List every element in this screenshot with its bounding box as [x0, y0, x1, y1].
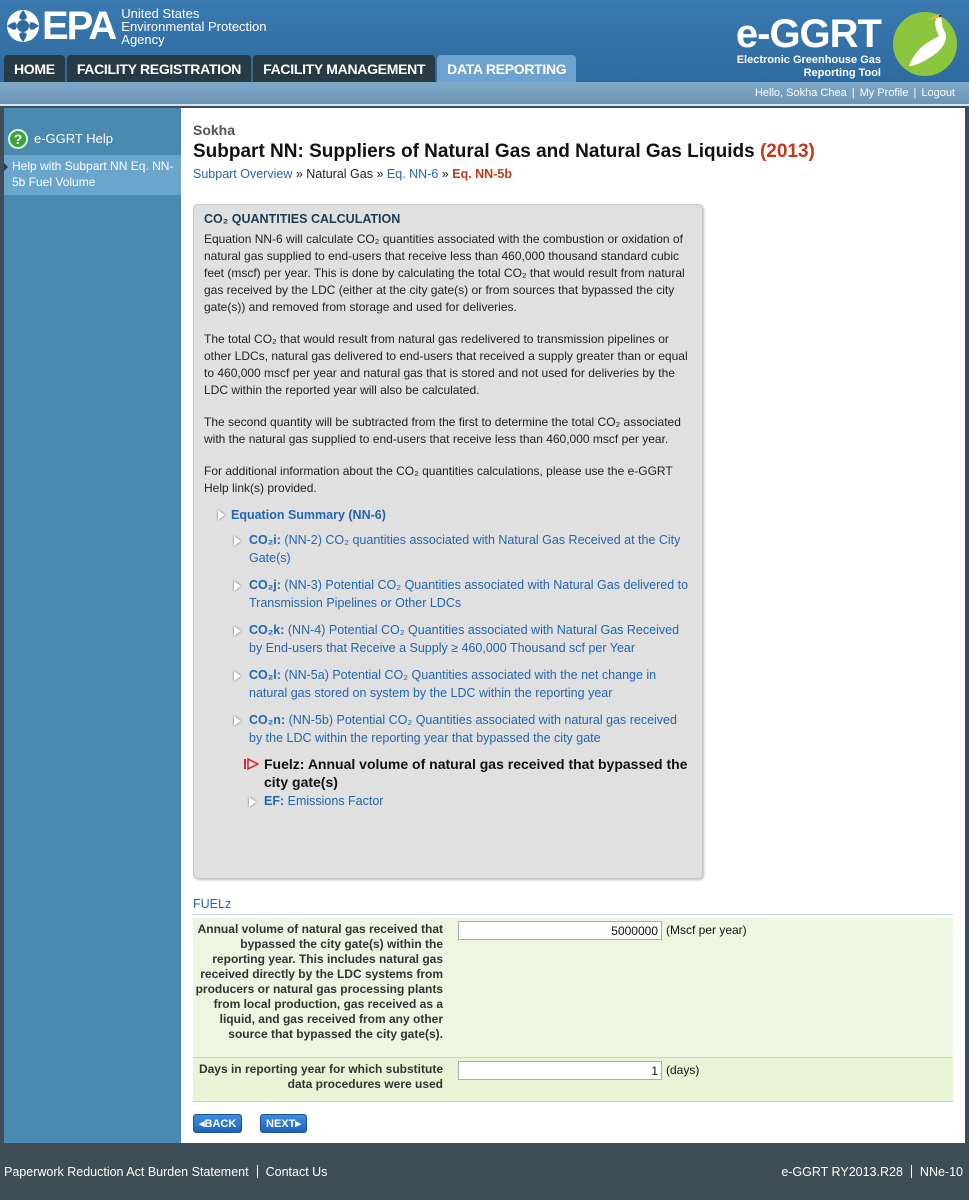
epa-wordmark: EPA: [42, 4, 116, 48]
contact-link[interactable]: Contact Us: [265, 1165, 328, 1179]
footer-divider: [257, 1165, 258, 1178]
eggrt-logo: [723, 4, 963, 80]
info-paragraph: Equation NN-6 will calculate CO₂ quantities associated with the combustion or oxidation of natural gas supplied to end-users that receive less than 460,000 thousand standard cubic feet (mscf) per year. This is done by calculating the total CO₂ that would result from natural gas received by the LDC (either at the city gate(s) or from sources that bypassed the city gate(s)) and removed from storage and used for deliveries.: [204, 232, 685, 314]
triangle-right-icon: [249, 797, 256, 807]
info-paragraph: For additional information about the CO₂ quantities calculations, please use the e-GGRT Help link(s) provided.: [204, 464, 673, 495]
current-arrow-icon: [243, 758, 259, 770]
equation-text: (NN-2) CO₂ quantities associated with Natural Gas Received at the City Gate(s): [249, 533, 681, 565]
info-paragraph: The second quantity will be subtracted from the first to determine the total CO₂ associated with the natural gas supplied to end-users that receive less than 460,000 mscf per year.: [204, 415, 681, 446]
equation-summary-link[interactable]: Equation Summary (NN-6): [231, 508, 386, 522]
help-title: e-GGRT Help: [34, 131, 113, 146]
logout-link[interactable]: Logout: [921, 87, 955, 99]
equation-code: CO₂j:: [249, 578, 281, 592]
equation-code: CO₂n:: [249, 713, 286, 727]
triangle-right-icon: [234, 716, 241, 726]
equation-text: (NN-4) Potential CO₂ Quantities associated with Natural Gas Received by End-users that Receive a Supply ≥ 460,000 Thousand scf per Year: [249, 623, 680, 655]
triangle-right-icon: [234, 536, 241, 546]
equation-item-co2i[interactable]: [249, 532, 692, 567]
breadcrumb-subpart-overview[interactable]: Subpart Overview: [193, 167, 293, 181]
breadcrumb-current: Eq. NN-5b: [452, 167, 512, 181]
equation-summary: [218, 508, 692, 522]
equation-item-co2l[interactable]: [249, 667, 692, 702]
equation-code: CO₂k:: [249, 623, 285, 637]
equation-item-co2j[interactable]: [249, 577, 692, 612]
triangle-right-icon: [234, 581, 241, 591]
annual-volume-input[interactable]: [458, 921, 662, 940]
my-profile-link[interactable]: My Profile: [859, 87, 909, 99]
equation-item-co2n[interactable]: [249, 712, 692, 747]
heron-logo-icon: [889, 6, 961, 78]
back-button[interactable]: ◂BACK: [193, 1114, 242, 1133]
info-box: [193, 204, 703, 879]
tab-facility-management[interactable]: FACILITY MANAGEMENT: [253, 55, 435, 82]
equation-item-fuelz-current: [264, 755, 692, 791]
tab-home[interactable]: HOME: [4, 55, 65, 82]
form-row-annual-volume: [193, 918, 953, 1058]
equation-item-ef[interactable]: [264, 794, 692, 808]
form-section-title: FUELz: [193, 897, 232, 911]
triangle-right-icon: [218, 510, 225, 520]
facility-name: Sokha: [193, 122, 236, 138]
substitute-days-input[interactable]: [458, 1061, 662, 1080]
user-links: Hello, Sokha Chea | My Profile | Logout: [754, 87, 955, 99]
form-row-substitute-days: [193, 1058, 953, 1102]
breadcrumb-natural-gas: Natural Gas: [306, 167, 373, 181]
epa-sub-line: United States: [121, 5, 200, 21]
annual-volume-unit: (Mscf per year): [666, 923, 747, 937]
app-subtitle: Electronic Greenhouse Gas Reporting Tool: [736, 54, 881, 79]
equation-code: Fuelz:: [264, 756, 305, 772]
reporting-year: (2013): [759, 141, 815, 162]
epa-sub-line: Agency: [121, 31, 165, 47]
equation-item-co2k[interactable]: [249, 622, 692, 657]
equation-code: CO₂l:: [249, 668, 281, 682]
sidebar: [4, 108, 181, 1143]
substitute-days-unit: (days): [666, 1063, 700, 1077]
substitute-days-label: Days in reporting year for which substitute data procedures were used: [198, 1062, 443, 1091]
user-bar: [0, 82, 969, 106]
page-title: [193, 141, 815, 163]
footer-version: [781, 1165, 963, 1179]
form-section-divider: [193, 914, 953, 915]
triangle-right-icon: [234, 671, 241, 681]
sidebar-help-item[interactable]: Help with Subpart NN Eq. NN-5b Fuel Volume: [4, 155, 181, 195]
info-paragraph: The total CO₂ that would result from natural gas redelivered to transmission pipelines or other LDCs, natural gas delivered to end-users that received a supply greater than or equal to 460,000 mscf per year and natural gas that is stored and not used for deliveries by the LDC within the reported year will also be calculated.: [204, 332, 688, 397]
next-button[interactable]: NEXT▸: [260, 1114, 307, 1133]
equation-text: (NN-5b) Potential CO₂ Quantities associated with natural gas received by the LDC within the reporting year that bypassed the city gate: [249, 713, 677, 745]
epa-flower-icon: [6, 9, 40, 43]
epa-logo[interactable]: [6, 6, 267, 46]
equation-text: Emissions Factor: [284, 794, 384, 808]
page-title-text: Subpart NN: Suppliers of Natural Gas and Natural Gas Liquids: [193, 141, 755, 162]
equation-code: EF:: [264, 794, 285, 808]
main-content: [181, 108, 965, 1143]
footer: [0, 1143, 969, 1200]
tab-facility-registration[interactable]: FACILITY REGISTRATION: [67, 55, 251, 82]
version-text: e-GGRT RY2013.R28: [781, 1165, 903, 1179]
equation-text: (NN-5a) Potential CO₂ Quantities associated with the net change in natural gas stored on system by the LDC within the reporting year: [249, 668, 657, 700]
tab-data-reporting[interactable]: DATA REPORTING: [437, 55, 576, 82]
breadcrumb: [193, 167, 512, 181]
footer-links: [4, 1165, 327, 1179]
help-question-icon: ?: [8, 129, 28, 149]
user-greeting: Hello, Sokha Chea: [754, 87, 847, 99]
main-nav-tabs: [4, 55, 578, 82]
epa-sub-line: Environmental Protection: [121, 18, 267, 34]
equation-code: CO₂i:: [249, 533, 281, 547]
footer-divider: [911, 1165, 912, 1178]
breadcrumb-sep: »: [441, 167, 449, 181]
info-title: CO₂ QUANTITIES CALCULATION: [204, 212, 401, 226]
annual-volume-label: Annual volume of natural gas received that bypassed the city gate(s) within the reporting year. This includes natural gas received directly by the LDC systems from producers or natural gas processing plants from local production, gas received as a liquid, and gas received from any other source that bypassed the city gate(s).: [195, 922, 443, 1041]
epa-agency-name: [121, 7, 266, 46]
page-id: NNe-10: [919, 1165, 963, 1179]
equation-text: (NN-3) Potential CO₂ Quantities associated with Natural Gas delivered to Transmission Pipelines or Other LDCs: [249, 578, 689, 610]
equation-text: Annual volume of natural gas received that bypassed the city gate(s): [264, 756, 688, 790]
breadcrumb-sep: »: [376, 167, 384, 181]
paperwork-link[interactable]: Paperwork Reduction Act Burden Statement: [4, 1165, 249, 1179]
app-title: e-GGRT: [735, 12, 881, 56]
header: [0, 0, 969, 82]
breadcrumb-eq-nn6[interactable]: Eq. NN-6: [386, 167, 439, 181]
triangle-right-icon: [234, 626, 241, 636]
breadcrumb-sep: »: [295, 167, 303, 181]
help-header[interactable]: [4, 108, 181, 155]
